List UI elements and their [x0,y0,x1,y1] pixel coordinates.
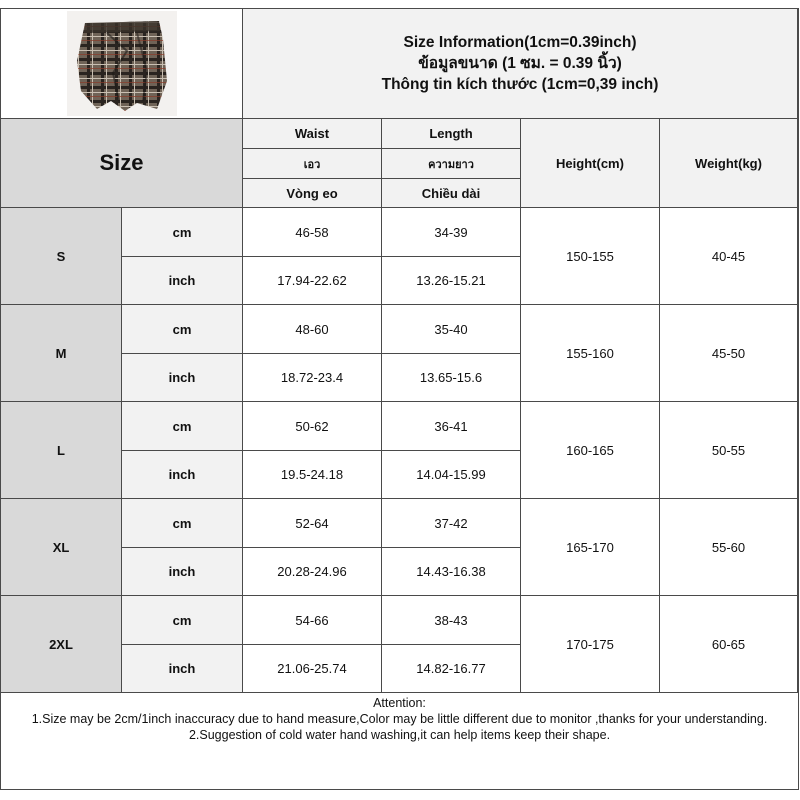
attention-title: Attention: [373,696,426,710]
height-s: 150-155 [521,208,660,305]
info-line-english: Size Information(1cm=0.39inch) [403,34,637,51]
waist-cm-2xl: 54-66 [243,596,382,645]
unit-label-inch: inch [122,645,243,693]
unit-label-cm: cm [122,208,243,257]
length-inch-l: 14.04-15.99 [382,451,521,499]
weight-2xl: 60-65 [660,596,798,693]
unit-label-cm: cm [122,499,243,548]
length-header-th: ความยาว [382,149,521,179]
waist-header-th: เอว [243,149,382,179]
attention-notes [1,693,798,789]
size-column-header: Size [1,119,243,208]
unit-label-cm: cm [122,305,243,354]
length-cm-m: 35-40 [382,305,521,354]
length-header-vi: Chiều dài [382,179,521,208]
unit-label-inch: inch [122,354,243,402]
unit-label-cm: cm [122,402,243,451]
size-label-xl: XL [1,499,122,596]
weight-xl: 55-60 [660,499,798,596]
attention-note-2: 2.Suggestion of cold water hand washing,it can help items keep their shape. [188,728,611,742]
height-header: Height(cm) [521,119,660,208]
length-inch-s: 13.26-15.21 [382,257,521,305]
waist-cm-s: 46-58 [243,208,382,257]
waist-inch-2xl: 21.06-25.74 [243,645,382,693]
waist-cm-m: 48-60 [243,305,382,354]
height-l: 160-165 [521,402,660,499]
waist-cm-xl: 52-64 [243,499,382,548]
unit-label-inch: inch [122,548,243,596]
waist-inch-s: 17.94-22.62 [243,257,382,305]
waist-header-vi: Vòng eo [243,179,382,208]
weight-s: 40-45 [660,208,798,305]
height-m: 155-160 [521,305,660,402]
size-label-2xl: 2XL [1,596,122,693]
info-line-vietnamese: Thông tin kích thước (1cm=0,39 inch) [381,76,659,93]
size-information-header [243,9,798,119]
length-cm-xl: 37-42 [382,499,521,548]
attention-note-1: 1.Size may be 2cm/1inch inaccuracy due to hand measure,Color may be little different due to monitor ,thanks for your understanding. [31,712,768,726]
unit-label-cm: cm [122,596,243,645]
length-cm-s: 34-39 [382,208,521,257]
length-cm-2xl: 38-43 [382,596,521,645]
size-label-s: S [1,208,122,305]
waist-cm-l: 50-62 [243,402,382,451]
height-2xl: 170-175 [521,596,660,693]
height-xl: 165-170 [521,499,660,596]
waist-header-en: Waist [243,119,382,149]
size-chart [0,8,799,790]
length-inch-xl: 14.43-16.38 [382,548,521,596]
length-header-en: Length [382,119,521,149]
plaid-skirt-image [67,11,177,116]
weight-l: 50-55 [660,402,798,499]
product-photo-cell [1,9,243,119]
size-label-m: M [1,305,122,402]
waist-inch-m: 18.72-23.4 [243,354,382,402]
waist-inch-l: 19.5-24.18 [243,451,382,499]
unit-label-inch: inch [122,451,243,499]
length-inch-2xl: 14.82-16.77 [382,645,521,693]
info-line-thai: ข้อมูลขนาด (1 ซม. = 0.39 นิ้ว) [418,55,622,72]
size-label-l: L [1,402,122,499]
length-cm-l: 36-41 [382,402,521,451]
weight-m: 45-50 [660,305,798,402]
waist-inch-xl: 20.28-24.96 [243,548,382,596]
unit-label-inch: inch [122,257,243,305]
weight-header: Weight(kg) [660,119,798,208]
length-inch-m: 13.65-15.6 [382,354,521,402]
